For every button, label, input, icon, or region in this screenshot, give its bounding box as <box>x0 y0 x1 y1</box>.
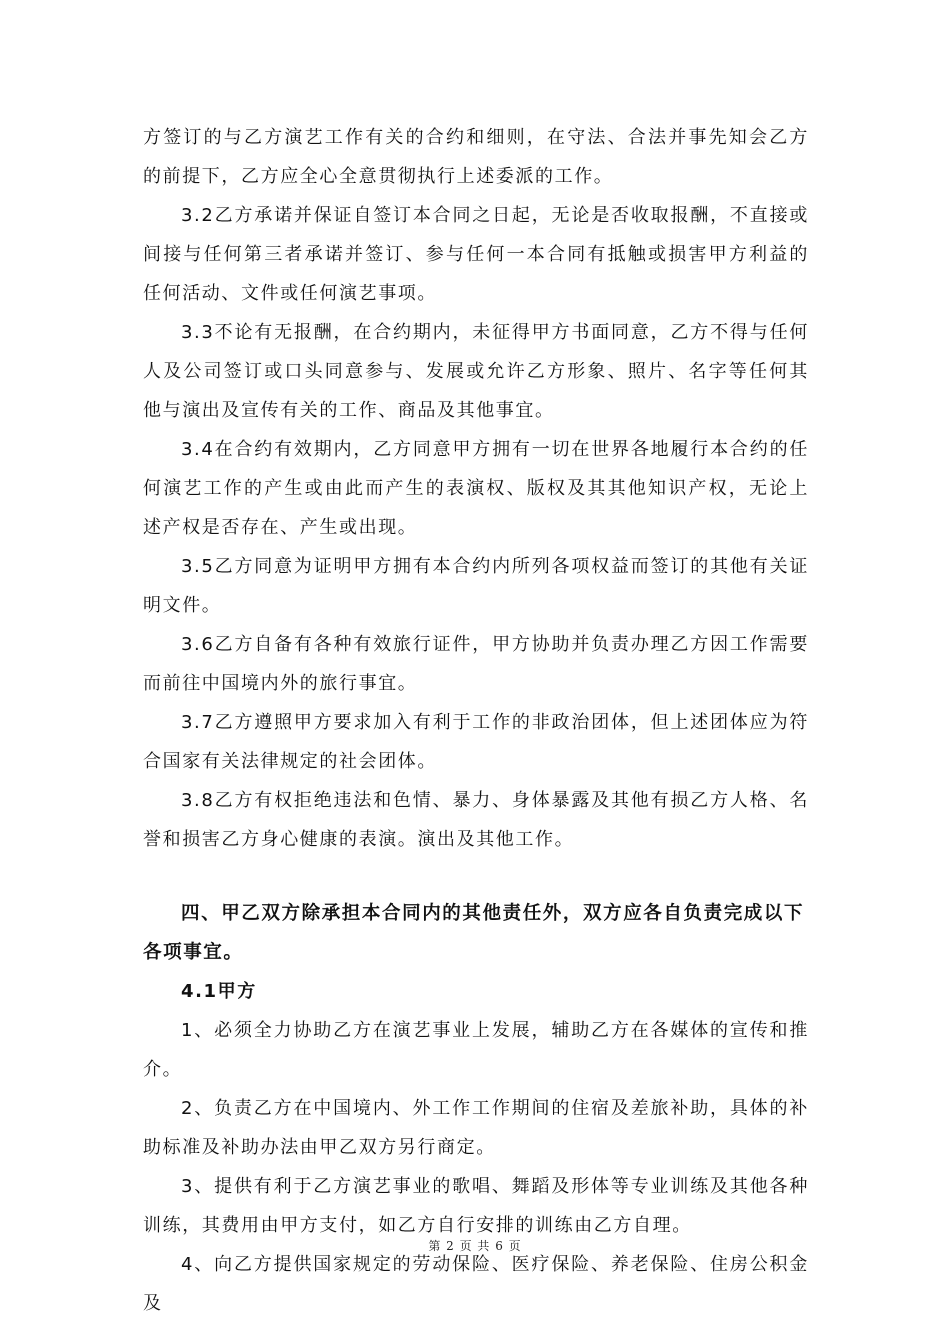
section-spacer <box>143 859 809 894</box>
paragraph-continuation: 方签订的与乙方演艺工作有关的合约和细则，在守法、合法并事先知会乙方的前提下，乙方应全心全意贯彻执行上述委派的工作。 <box>143 127 809 187</box>
clause-3-5: 3.5乙方同意为证明甲方拥有本合约内所列各项权益而签订的其他有关证明文件。 <box>143 556 809 616</box>
item-1: 1、必须全力协助乙方在演艺事业上发展，辅助乙方在各媒体的宣传和推介。 <box>143 1020 809 1080</box>
clause-3-4: 3.4在合约有效期内，乙方同意甲方拥有一切在世界各地履行本合约的任何演艺工作的产生或由此而产生的表演权、版权及其其他知识产权，无论上述产权是否存在、产生或出现。 <box>143 439 809 538</box>
clause-3-8: 3.8乙方有权拒绝违法和色情、暴力、身体暴露及其他有损乙方人格、名誉和损害乙方身心健康的表演。演出及其他工作。 <box>143 790 809 850</box>
clause-3-7: 3.7乙方遵照甲方要求加入有利于工作的非政治团体，但上述团体应为符合国家有关法律规定的社会团体。 <box>143 712 809 772</box>
item-3: 3、提供有利于乙方演艺事业的歌唱、舞蹈及形体等专业训练及其他各种训练，其费用由甲方支付，如乙方自行安排的训练由乙方自理。 <box>143 1176 809 1236</box>
page-footer: 第 2 页 共 6 页 <box>428 1239 522 1253</box>
item-4: 4、向乙方提供国家规定的劳动保险、医疗保险、养老保险、住房公积金及 <box>143 1254 809 1314</box>
clause-3-6: 3.6乙方自备有各种有效旅行证件，甲方协助并负责办理乙方因工作需要而前往中国境内外的旅行事宜。 <box>143 634 809 694</box>
document-body <box>143 118 809 1323</box>
clause-3-2: 3.2乙方承诺并保证自签订本合同之日起，无论是否收取报酬，不直接或间接与任何第三者承诺并签订、参与任何一本合同有抵触或损害甲方利益的任何活动、文件或任何演艺事项。 <box>143 205 809 304</box>
clause-3-3: 3.3不论有无报酬，在合约期内，未征得甲方书面同意，乙方不得与任何人及公司签订或口头同意参与、发展或允许乙方形象、照片、名字等任何其他与演出及宣传有关的工作、商品及其他事宜。 <box>143 322 809 421</box>
item-2: 2、负责乙方在中国境内、外工作工作期间的住宿及差旅补助，具体的补助标准及补助办法由甲乙双方另行商定。 <box>143 1098 809 1158</box>
section-heading-4: 四、甲乙双方除承担本合同内的其他责任外，双方应各自负责完成以下各项事宜。 <box>143 903 805 963</box>
sub-heading-4-1: 4.1甲方 <box>181 981 257 1002</box>
